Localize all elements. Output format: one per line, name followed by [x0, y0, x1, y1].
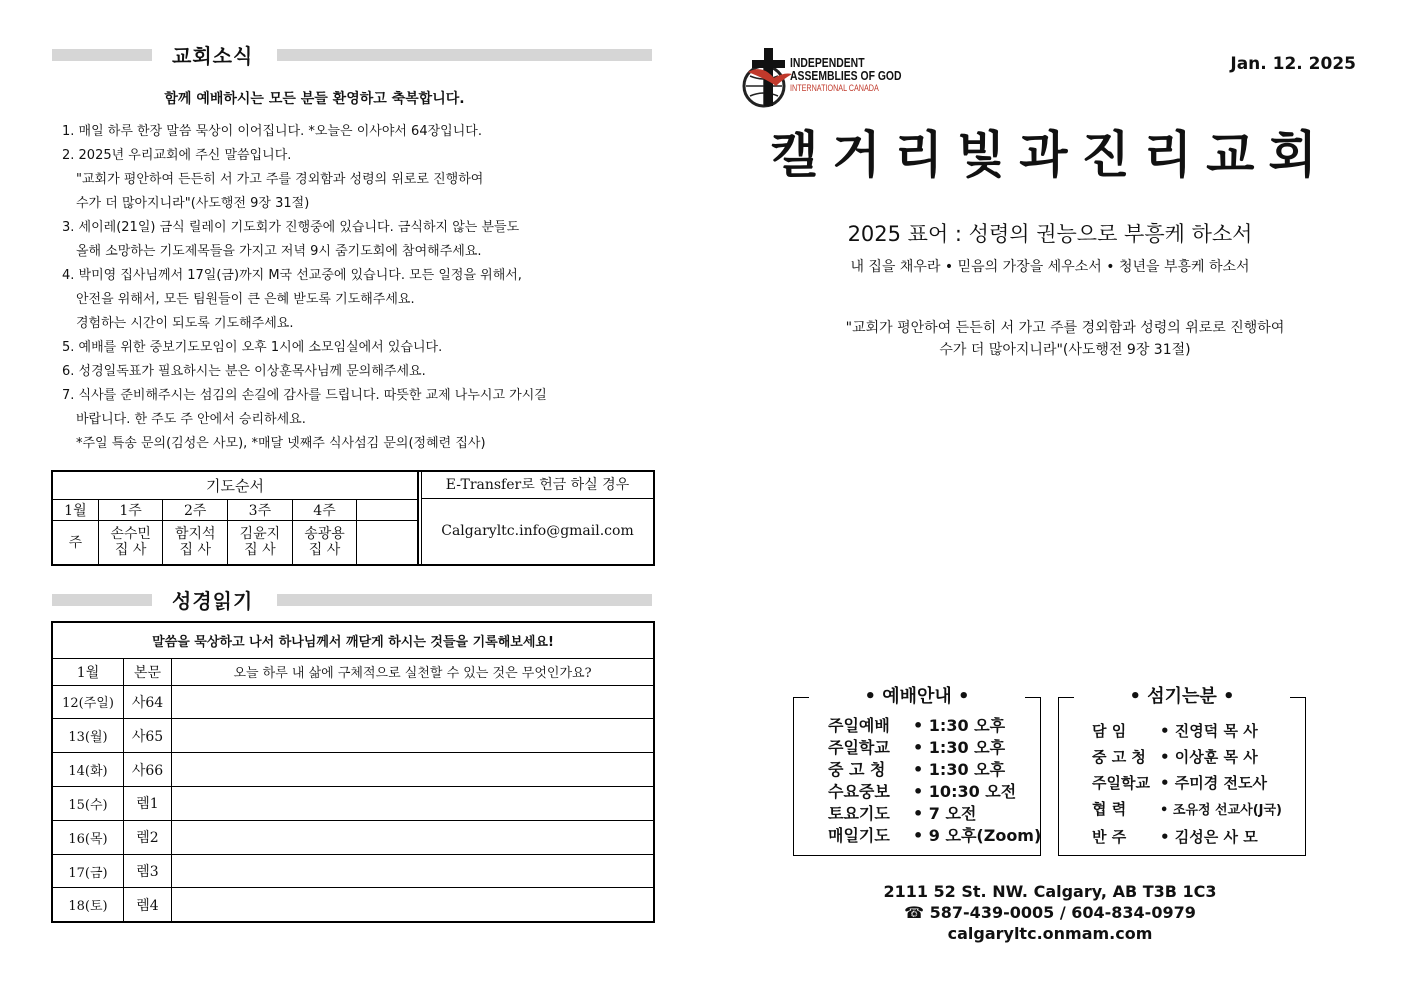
- prayer-month: 1월: [53, 499, 98, 520]
- list-item: 협 력 • 조유정 선교사(J국): [1092, 800, 1282, 818]
- list-item: 중 고 청 • 1:30 오후: [828, 760, 1006, 779]
- bible-text: 렘1: [124, 786, 172, 820]
- news-line: 5. 예배를 위한 중보기도모임이 오후 1시에 소모임실에서 있습니다.: [62, 340, 443, 355]
- bible-note-cell[interactable]: [172, 685, 654, 719]
- welcome-message: 함께 예배하시는 모든 분들 환영하고 축복합니다.: [164, 91, 465, 107]
- bible-text: 렘3: [124, 854, 172, 888]
- aog-logo-icon: [738, 46, 794, 108]
- address: 2111 52 St. NW. Calgary, AB T3B 1C3: [883, 882, 1217, 901]
- bible-title: 성경읽기: [172, 589, 254, 613]
- news-line: "교회가 평안하여 든든히 서 가고 주를 경외함과 성령의 위로로 진행하여: [76, 172, 484, 187]
- news-line: 3. 세이레(21일) 금식 릴레이 기도회가 진행중에 있습니다. 금식하지 않는 분들도: [62, 220, 520, 235]
- church-name: 캘거리빛과진리교회: [770, 126, 1331, 184]
- news-line: 6. 성경일독표가 필요하시는 분은 이상훈목사님께 문의해주세요.: [62, 364, 426, 379]
- bible-day: 14(화): [53, 753, 124, 787]
- table-row: [53, 786, 653, 820]
- prayer-cell: 함지석 집 사: [163, 520, 228, 564]
- bulletin-date: Jan. 12. 2025: [1230, 54, 1356, 74]
- list-item: 주일예배 • 1:30 오후: [828, 716, 1006, 735]
- table-row: [53, 753, 653, 787]
- bible-text: 렘4: [124, 888, 172, 921]
- list-item: 주일학교 • 1:30 오후: [828, 738, 1006, 757]
- bible-text: 렘2: [124, 820, 172, 854]
- prayer-week: 3주: [228, 499, 293, 520]
- news-section-header: [52, 44, 652, 68]
- servants-title: • 섬기는분 •: [1129, 686, 1235, 707]
- news-title: 교회소식: [172, 44, 254, 68]
- bible-day: 17(금): [53, 854, 124, 888]
- news-line: 바랍니다. 한 주도 주 안에서 승리하세요.: [76, 412, 306, 427]
- prayer-title: 기도순서: [53, 472, 418, 499]
- news-list: [62, 120, 652, 456]
- worship-title: • 예배안내 •: [864, 686, 970, 707]
- bible-day: 15(수): [53, 786, 124, 820]
- prayer-cell: 송광용 집 사: [292, 520, 357, 564]
- list-item: 주일학교 • 주미경 전도사: [1092, 774, 1267, 792]
- bible-note-cell[interactable]: [172, 786, 654, 820]
- list-item: 매일기도 • 9 오후(Zoom): [828, 826, 1042, 845]
- bible-note-cell[interactable]: [172, 854, 654, 888]
- news-line: 7. 식사를 준비해주시는 섬김의 손길에 감사를 드립니다. 따뜻한 교제 나누시고 가시길: [62, 388, 547, 403]
- prayer-week: 4주: [292, 499, 357, 520]
- news-line: 2. 2025년 우리교회에 주신 말씀입니다.: [62, 148, 292, 163]
- bible-day: 12(주일): [53, 685, 124, 719]
- prayer-table: [53, 472, 418, 564]
- prayer-week: 2주: [163, 499, 228, 520]
- bible-note-cell[interactable]: [172, 888, 654, 921]
- bible-note-cell[interactable]: [172, 820, 654, 854]
- bible-col-question: 오늘 하루 내 삶에 구체적으로 실천할 수 있는 것은 무엇인가요?: [172, 658, 654, 685]
- motto: 2025 표어 : 성령의 권능으로 부흥케 하소서: [847, 222, 1253, 246]
- table-row: [53, 854, 653, 888]
- prayer-cell: [357, 520, 418, 564]
- news-line: 1. 매일 하루 한장 말씀 묵상이 이어집니다. *오늘은 이사야서 64장입니다.: [62, 124, 482, 139]
- table-row: [53, 719, 653, 753]
- etransfer-title: E-Transfer로 헌금 하실 경우: [422, 472, 653, 499]
- bible-text: 사64: [124, 685, 172, 719]
- news-line: 경험하는 시간이 되도록 기도해주세요.: [76, 316, 294, 331]
- table-row: [53, 888, 653, 921]
- list-item: 수요중보 • 10:30 오전: [828, 782, 1017, 801]
- yearly-verse: "교회가 평안하여 든든히 서 가고 주를 경외함과 성령의 위로로 진행하여 수가 더 많아지니라"(사도행전 9장 31절): [845, 320, 1285, 358]
- list-item: 담 임 • 진영덕 목 사: [1092, 722, 1258, 740]
- list-item: 반 주 • 김성은 사 모: [1092, 828, 1258, 846]
- prayer-cell: 김윤지 집 사: [228, 520, 293, 564]
- contact-block: [800, 881, 1300, 944]
- aog-logo-text: INDEPENDENT ASSEMBLIES OF GOD INTERNATIONAL CANADA: [790, 55, 902, 93]
- table-row: [53, 685, 653, 719]
- etransfer-email[interactable]: Calgaryltc.info@gmail.com: [441, 523, 634, 539]
- news-line: 안전을 위해서, 모든 팀원들이 큰 은혜 받도록 기도해주세요.: [76, 292, 415, 307]
- table-row: [53, 820, 653, 854]
- list-item: 토요기도 • 7 오전: [828, 804, 977, 823]
- prayer-week: 1주: [98, 499, 163, 520]
- bible-col-text: 본문: [124, 658, 172, 685]
- prayer-week: [357, 499, 418, 520]
- website-link[interactable]: calgaryltc.onmam.com: [947, 924, 1153, 943]
- worship-list: [828, 715, 1041, 847]
- bible-day: 16(목): [53, 820, 124, 854]
- bible-intro: 말씀을 묵상하고 나서 하나님께서 깨닫게 하시는 것들을 기록해보세요!: [53, 623, 653, 658]
- bible-note-cell[interactable]: [172, 753, 654, 787]
- news-line: 올해 소망하는 기도제목들을 가지고 저녁 9시 줌기도회에 참여해주세요.: [76, 244, 482, 259]
- news-line: 수가 더 많아지니라"(사도행전 9장 31절): [76, 196, 310, 211]
- phone: ☎ 587-439-0005 / 604-834-0979: [904, 903, 1196, 922]
- servants-list: [1092, 718, 1282, 850]
- bible-col-month: 1월: [53, 658, 124, 685]
- news-line: *주일 특송 문의(김성은 사모), *매달 넷째주 식사섬김 문의(정혜련 집사): [76, 436, 486, 451]
- bible-text: 사66: [124, 753, 172, 787]
- list-item: 중 고 청 • 이상훈 목 사: [1092, 748, 1258, 766]
- bible-text: 사65: [124, 719, 172, 753]
- news-line: 4. 박미영 집사님께서 17일(금)까지 M국 선교중에 있습니다. 모든 일정을 위해서,: [62, 268, 522, 283]
- bible-table: [53, 623, 653, 921]
- prayer-cell: 손수민 집 사: [98, 520, 163, 564]
- bible-day: 13(월): [53, 719, 124, 753]
- prayer-box: [51, 470, 655, 566]
- bible-note-cell[interactable]: [172, 719, 654, 753]
- bible-box: [51, 621, 655, 923]
- bible-section-header: [52, 589, 652, 613]
- prayer-row-label: 주: [53, 520, 98, 564]
- bible-day: 18(토): [53, 888, 124, 921]
- motto-sub: 내 집을 채우라 • 믿음의 가장을 세우소서 • 청년을 부흥케 하소서: [850, 259, 1250, 275]
